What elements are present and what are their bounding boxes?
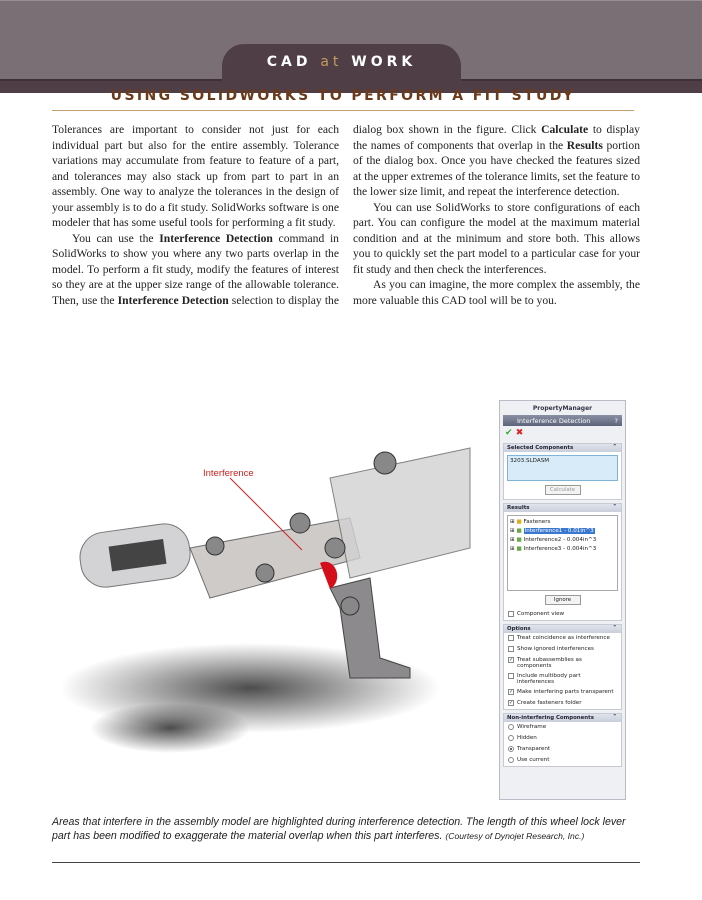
section-word: CAD [266, 54, 312, 70]
interference-icon: ■ [516, 537, 522, 543]
caption-credit: (Courtesy of Dynojet Research, Inc.) [445, 831, 585, 841]
ok-check-icon[interactable]: ✔ [505, 428, 513, 438]
selected-components-group [503, 443, 622, 500]
article-body [52, 122, 640, 308]
interference-icon: ■ [516, 528, 522, 534]
checkbox-label: Include multibody part interferences [517, 673, 581, 685]
option-checkbox[interactable]: ✓ Treat subassemblies as components [504, 655, 621, 671]
bolt [325, 538, 345, 558]
option-checkbox[interactable] [504, 633, 621, 644]
command-name: Interference Detection [159, 231, 273, 245]
display-radio[interactable] [504, 755, 621, 766]
tree-item[interactable]: ⊞ ■ Fasteners [510, 519, 551, 525]
command-name: Results [566, 138, 603, 152]
section-word: WORK [351, 54, 417, 70]
display-radio[interactable] [504, 733, 621, 744]
paragraph: You can use SolidWorks to store configurations of each part. You can configure the model at the maximum material condition and at the minimum and store both. This allows you to quickly set the part model to a particular case for your fit study and then check the interferences. [353, 200, 640, 276]
group-heading[interactable]: Selected Components ⌃ [504, 444, 621, 452]
checkbox-label: Component view [517, 611, 565, 617]
bolt [206, 537, 224, 555]
callout-label: Interference [203, 468, 254, 479]
pm-title: Interference Detection [517, 417, 591, 425]
text-run: to display the names of components that overlap in the [353, 123, 640, 152]
checkbox-label: Treat subassemblies as components [517, 657, 582, 669]
tree-item[interactable]: ⊞ ■ Interference3 - 0.004in^3 [510, 546, 597, 552]
bolt [341, 597, 359, 615]
checkbox-label: Treat coincidence as interference [517, 635, 610, 641]
tree-item-label: Interference2 - 0.004in^3 [523, 537, 597, 543]
command-name: Interference Detection [117, 293, 229, 307]
shadow [90, 703, 250, 753]
command-name: Calculate [541, 123, 589, 136]
tree-item-label: Interference1 - 0.01in^3 [524, 528, 594, 534]
caption-text: Areas that interfere in the assembly model are highlighted during interference detection. The length of this wheel lock lever part has been modified to exaggerate the material overlap when this part interferes. [52, 816, 626, 842]
pm-header: PropertyManager [532, 405, 593, 412]
option-checkbox[interactable] [504, 644, 621, 655]
tree-item[interactable]: ⊞ ■ Interference1 - 0.01in^3 [510, 528, 594, 534]
radio-label: Transparent [517, 746, 551, 752]
tree-item-label: Interference3 - 0.004in^3 [523, 546, 597, 552]
display-radio[interactable] [504, 722, 621, 733]
checkbox-label: Create fasteners folder [517, 700, 582, 706]
property-manager-panel [499, 400, 626, 800]
checkbox-label: Make interfering parts transparent [517, 689, 614, 695]
figure-caption [52, 815, 642, 843]
results-tree [507, 515, 618, 591]
paragraph: Tolerances are important to consider not just for each individual part but also for the entire assembly. Tolerance variations may accumulate from feature to feature of a part, and tolerances may also stack up from part to part in an assembly. One way to analyze the tolerances in the design of your assembly is to do a fit study. SolidWorks software is one modeler that has some useful tools for performing a fit study. [52, 123, 339, 229]
component-view-checkbox[interactable] [504, 609, 621, 620]
ignore-button[interactable]: Ignore [545, 595, 581, 605]
checkbox-label: Show ignored interferences [517, 646, 594, 652]
tree-item-label: Fasteners [523, 519, 551, 525]
tree-item[interactable]: ⊞ ■ Interference2 - 0.004in^3 [510, 537, 597, 543]
base-bracket [330, 448, 470, 578]
non-interfering-group [503, 713, 622, 767]
assembly-render [50, 398, 500, 798]
results-group [503, 503, 622, 621]
text-run: You can use the [72, 231, 160, 245]
footer-rule [52, 862, 640, 863]
group-heading[interactable]: Options ⌃ [504, 625, 621, 633]
interference-highlight [320, 562, 337, 589]
selected-components-list[interactable]: 3203.SLDASM [507, 455, 618, 481]
radio-label: Hidden [517, 735, 537, 741]
radio-label: Use current [517, 757, 550, 763]
paragraph: As you can imagine, the more complex the assembly, the more valuable this CAD tool will be to you. [353, 278, 640, 307]
text-run: portion of the dialog box. Once you have checked the features sized at the upper extremes of the tolerance limits, set the feature to the lower size limit, and repeat the interference detection. [353, 138, 640, 198]
group-heading[interactable]: Results ⌃ [504, 504, 621, 512]
radio-label: Wireframe [517, 724, 547, 730]
option-checkbox[interactable]: ✓ Make interfering parts transparent [509, 689, 614, 695]
text-run: command in SolidWorks to show you where any two parts overlap in the model. To perform a fit study, modify the features of interest so they are at the upper size range of the allowable tolerance. Then, use the [52, 231, 339, 307]
display-radio[interactable] [504, 744, 621, 755]
calculate-button[interactable]: Calculate [545, 485, 581, 495]
options-group [503, 624, 622, 710]
group-heading[interactable]: Non-interfering Components ⌃ [504, 714, 621, 722]
bolt [374, 452, 396, 474]
option-checkbox[interactable] [504, 671, 621, 687]
section-word-at: at [320, 54, 343, 70]
folder-icon: ■ [516, 519, 522, 525]
interference-icon: ■ [516, 546, 522, 552]
bolt [256, 564, 274, 582]
bolt [290, 513, 310, 533]
title-rule [52, 110, 634, 111]
section-tab [222, 44, 461, 93]
cancel-x-icon[interactable]: ✖ [515, 428, 524, 438]
option-checkbox[interactable]: ✓ Create fasteners folder [509, 700, 582, 706]
article-title: USING SOLIDWORKS TO PERFORM A FIT STUDY [110, 88, 576, 104]
help-button[interactable]: ? [614, 417, 618, 425]
text-run: selection to display the dialog box shown in the figure. Click [228, 123, 542, 307]
pm-title-bar [503, 415, 622, 426]
